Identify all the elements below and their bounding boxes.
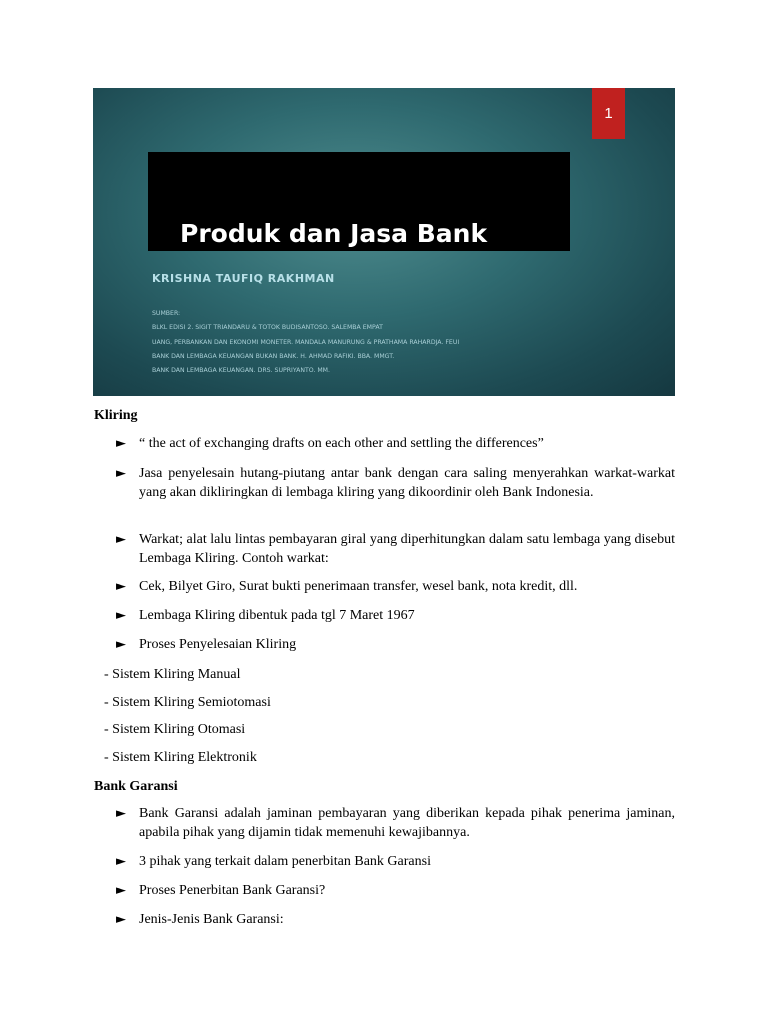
kliring-heading: Kliring [94, 408, 138, 423]
source-line: BANK DAN LEMBAGA KEUANGAN BUKAN BANK. H. AHMAD RAFIKI. BBA. MMGT. [152, 352, 395, 360]
right-pointer-icon: ► [116, 883, 126, 898]
right-pointer-icon: ► [116, 806, 126, 821]
list-item: ► Bank Garansi adalah jaminan pembayaran yang diberikan kepada pihak penerima jaminan, apabila pihak yang dijamin tidak memenuhi kewajibannya. [116, 806, 675, 840]
list-item: ► Warkat; alat lalu lintas pembayaran giral yang diperhitungkan dalam satu lembaga yang disebut Lembaga Kliring. Contoh warkat: [116, 532, 675, 566]
right-pointer-icon: ► [116, 532, 126, 547]
list-item: ► Jenis-Jenis Bank Garansi: [116, 912, 284, 927]
kliring-system-item: - Sistem Kliring Elektronik [104, 750, 257, 765]
list-item: ► “ the act of exchanging drafts on each other and settling the differences” [116, 436, 544, 451]
right-pointer-icon: ► [116, 436, 126, 451]
slide-number: 1 [592, 88, 625, 139]
source-line: UANG, PERBANKAN DAN EKONOMI MONETER. MANDALA MANURUNG & PRATHAMA RAHARDJA. FEUI [152, 338, 460, 346]
right-pointer-icon: ► [116, 854, 126, 869]
slide-sources [152, 307, 667, 378]
slide-image [93, 88, 675, 396]
bank-garansi-heading: Bank Garansi [94, 779, 178, 794]
kliring-system-item: - Sistem Kliring Otomasi [104, 722, 246, 737]
right-pointer-icon: ► [116, 579, 126, 594]
slide-title: Produk dan Jasa Bank [180, 219, 488, 248]
right-pointer-icon: ► [116, 466, 126, 481]
right-pointer-icon: ► [116, 912, 126, 927]
right-pointer-icon: ► [116, 637, 126, 652]
list-item: ► Jasa penyelesain hutang-piutang antar bank dengan cara saling menyerahkan warkat-warkat yang akan dikliringkan di lembaga kliring yang dikoordinir oleh Bank Indonesia. [116, 466, 675, 500]
list-item: ► Proses Penerbitan Bank Garansi? [116, 883, 326, 898]
kliring-system-item: - Sistem Kliring Semiotomasi [104, 695, 271, 710]
slide-author: KRISHNA TAUFIQ RAKHMAN [152, 272, 335, 285]
kliring-system-item: - Sistem Kliring Manual [104, 667, 241, 682]
right-pointer-icon: ► [116, 608, 126, 623]
list-item: ► Lembaga Kliring dibentuk pada tgl 7 Maret 1967 [116, 608, 415, 623]
source-line: BLKL EDISI 2. SIGIT TRIANDARU & TOTOK BUDISANTOSO. SALEMBA EMPAT [152, 324, 383, 332]
list-item: ► Proses Penyelesaian Kliring [116, 637, 297, 652]
source-line: BANK DAN LEMBAGA KEUANGAN. DRS. SUPRIYANTO. MM. [152, 367, 330, 375]
list-item: ► Cek, Bilyet Giro, Surat bukti penerimaan transfer, wesel bank, nota kredit, dll. [116, 579, 578, 594]
list-item: ► 3 pihak yang terkait dalam penerbitan Bank Garansi [116, 854, 431, 869]
source-line: SUMBER: [152, 310, 181, 317]
slide-title-box [148, 152, 570, 251]
